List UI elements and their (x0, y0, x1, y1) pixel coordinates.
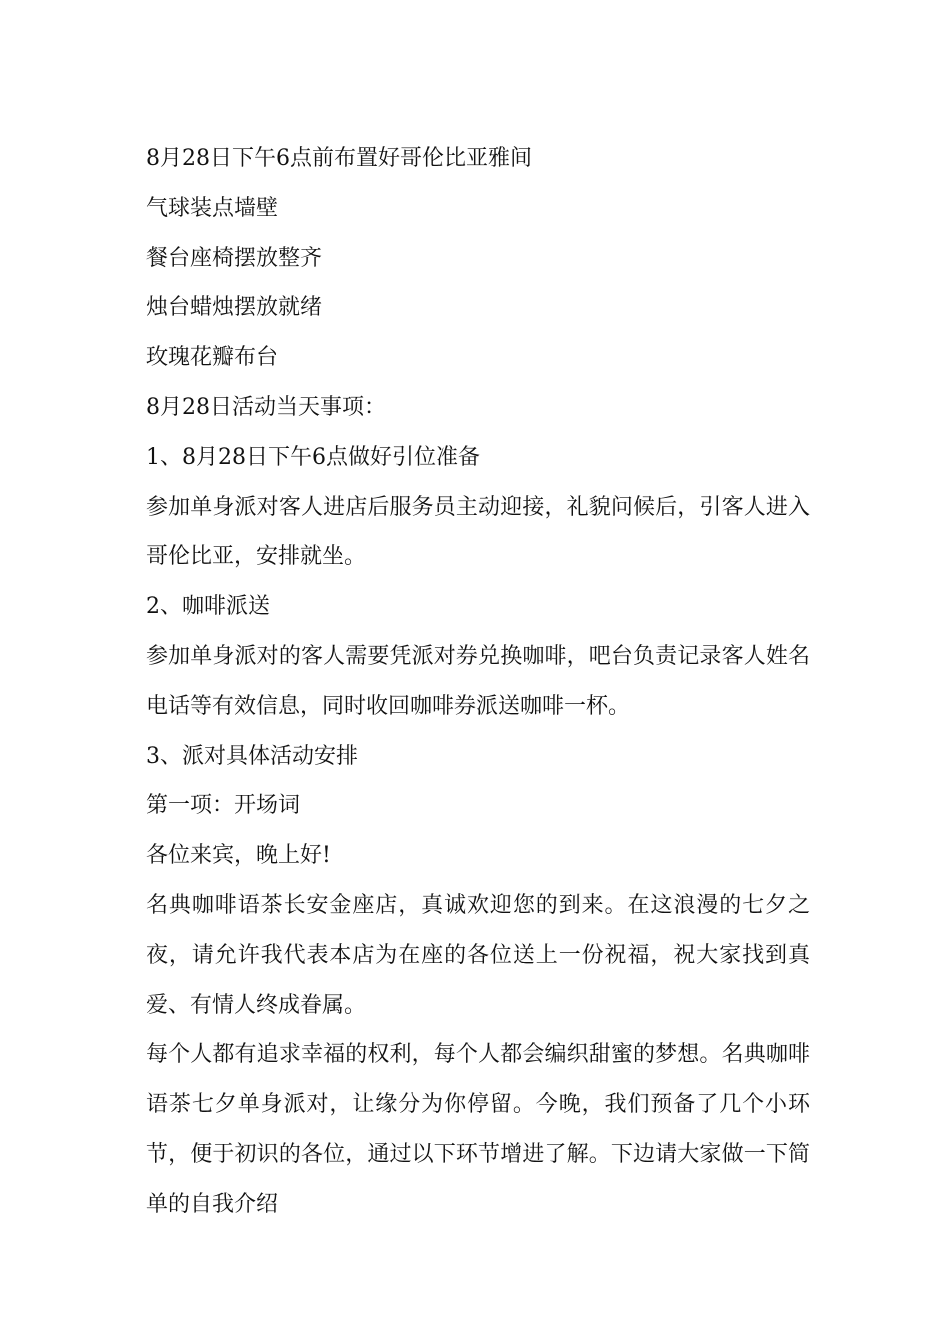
paragraph-item-2-heading: 2、咖啡派送 (146, 594, 270, 620)
paragraph-greeting: 各位来宾，晚上好! (146, 843, 331, 869)
paragraph-table-chairs: 餐台座椅摆放整齐 (146, 245, 323, 271)
paragraph-welcome: 名典咖啡语茶长安金座店，真诚欢迎您的到来。在这浪漫的七夕之夜，请允许我代表本店为在座的各位送上一份祝福，祝大家找到真爱、有情人终成眷属。 (146, 892, 810, 1018)
paragraph-introduction: 每个人都有追求幸福的权利，每个人都会编织甜蜜的梦想。名典咖啡语茶七夕单身派对，让缘分为你停留。今晚，我们预备了几个小环节，便于初识的各位，通过以下环节增进了解。下边请大家做一下简单的自我介绍 (146, 1042, 810, 1217)
document-body (146, 134, 810, 1230)
paragraph-item-2-body: 参加单身派对的客人需要凭派对券兑换咖啡，吧台负责记录客人姓名电话等有效信息，同时收回咖啡券派送咖啡一杯。 (146, 643, 810, 719)
paragraph-item-1-heading: 1、8月28日下午6点做好引位准备 (146, 444, 480, 470)
paragraph-rose-petals: 玫瑰花瓣布台 (146, 345, 279, 371)
paragraph-opening-speech-heading: 第一项：开场词 (146, 793, 301, 819)
paragraph-balloon-decoration: 气球装点墙壁 (146, 195, 279, 221)
paragraph-item-1-body: 参加单身派对客人进店后服务员主动迎接，礼貌问候后，引客人进入哥伦比亚，安排就坐。 (146, 494, 810, 570)
paragraph-item-3-heading: 3、派对具体活动安排 (146, 743, 358, 769)
paragraph-event-day-heading: 8月28日活动当天事项： (146, 394, 386, 420)
paragraph-candles: 烛台蜡烛摆放就绪 (146, 295, 323, 321)
paragraph-setup-deadline: 8月28日下午6点前布置好哥伦比亚雅间 (146, 146, 532, 171)
